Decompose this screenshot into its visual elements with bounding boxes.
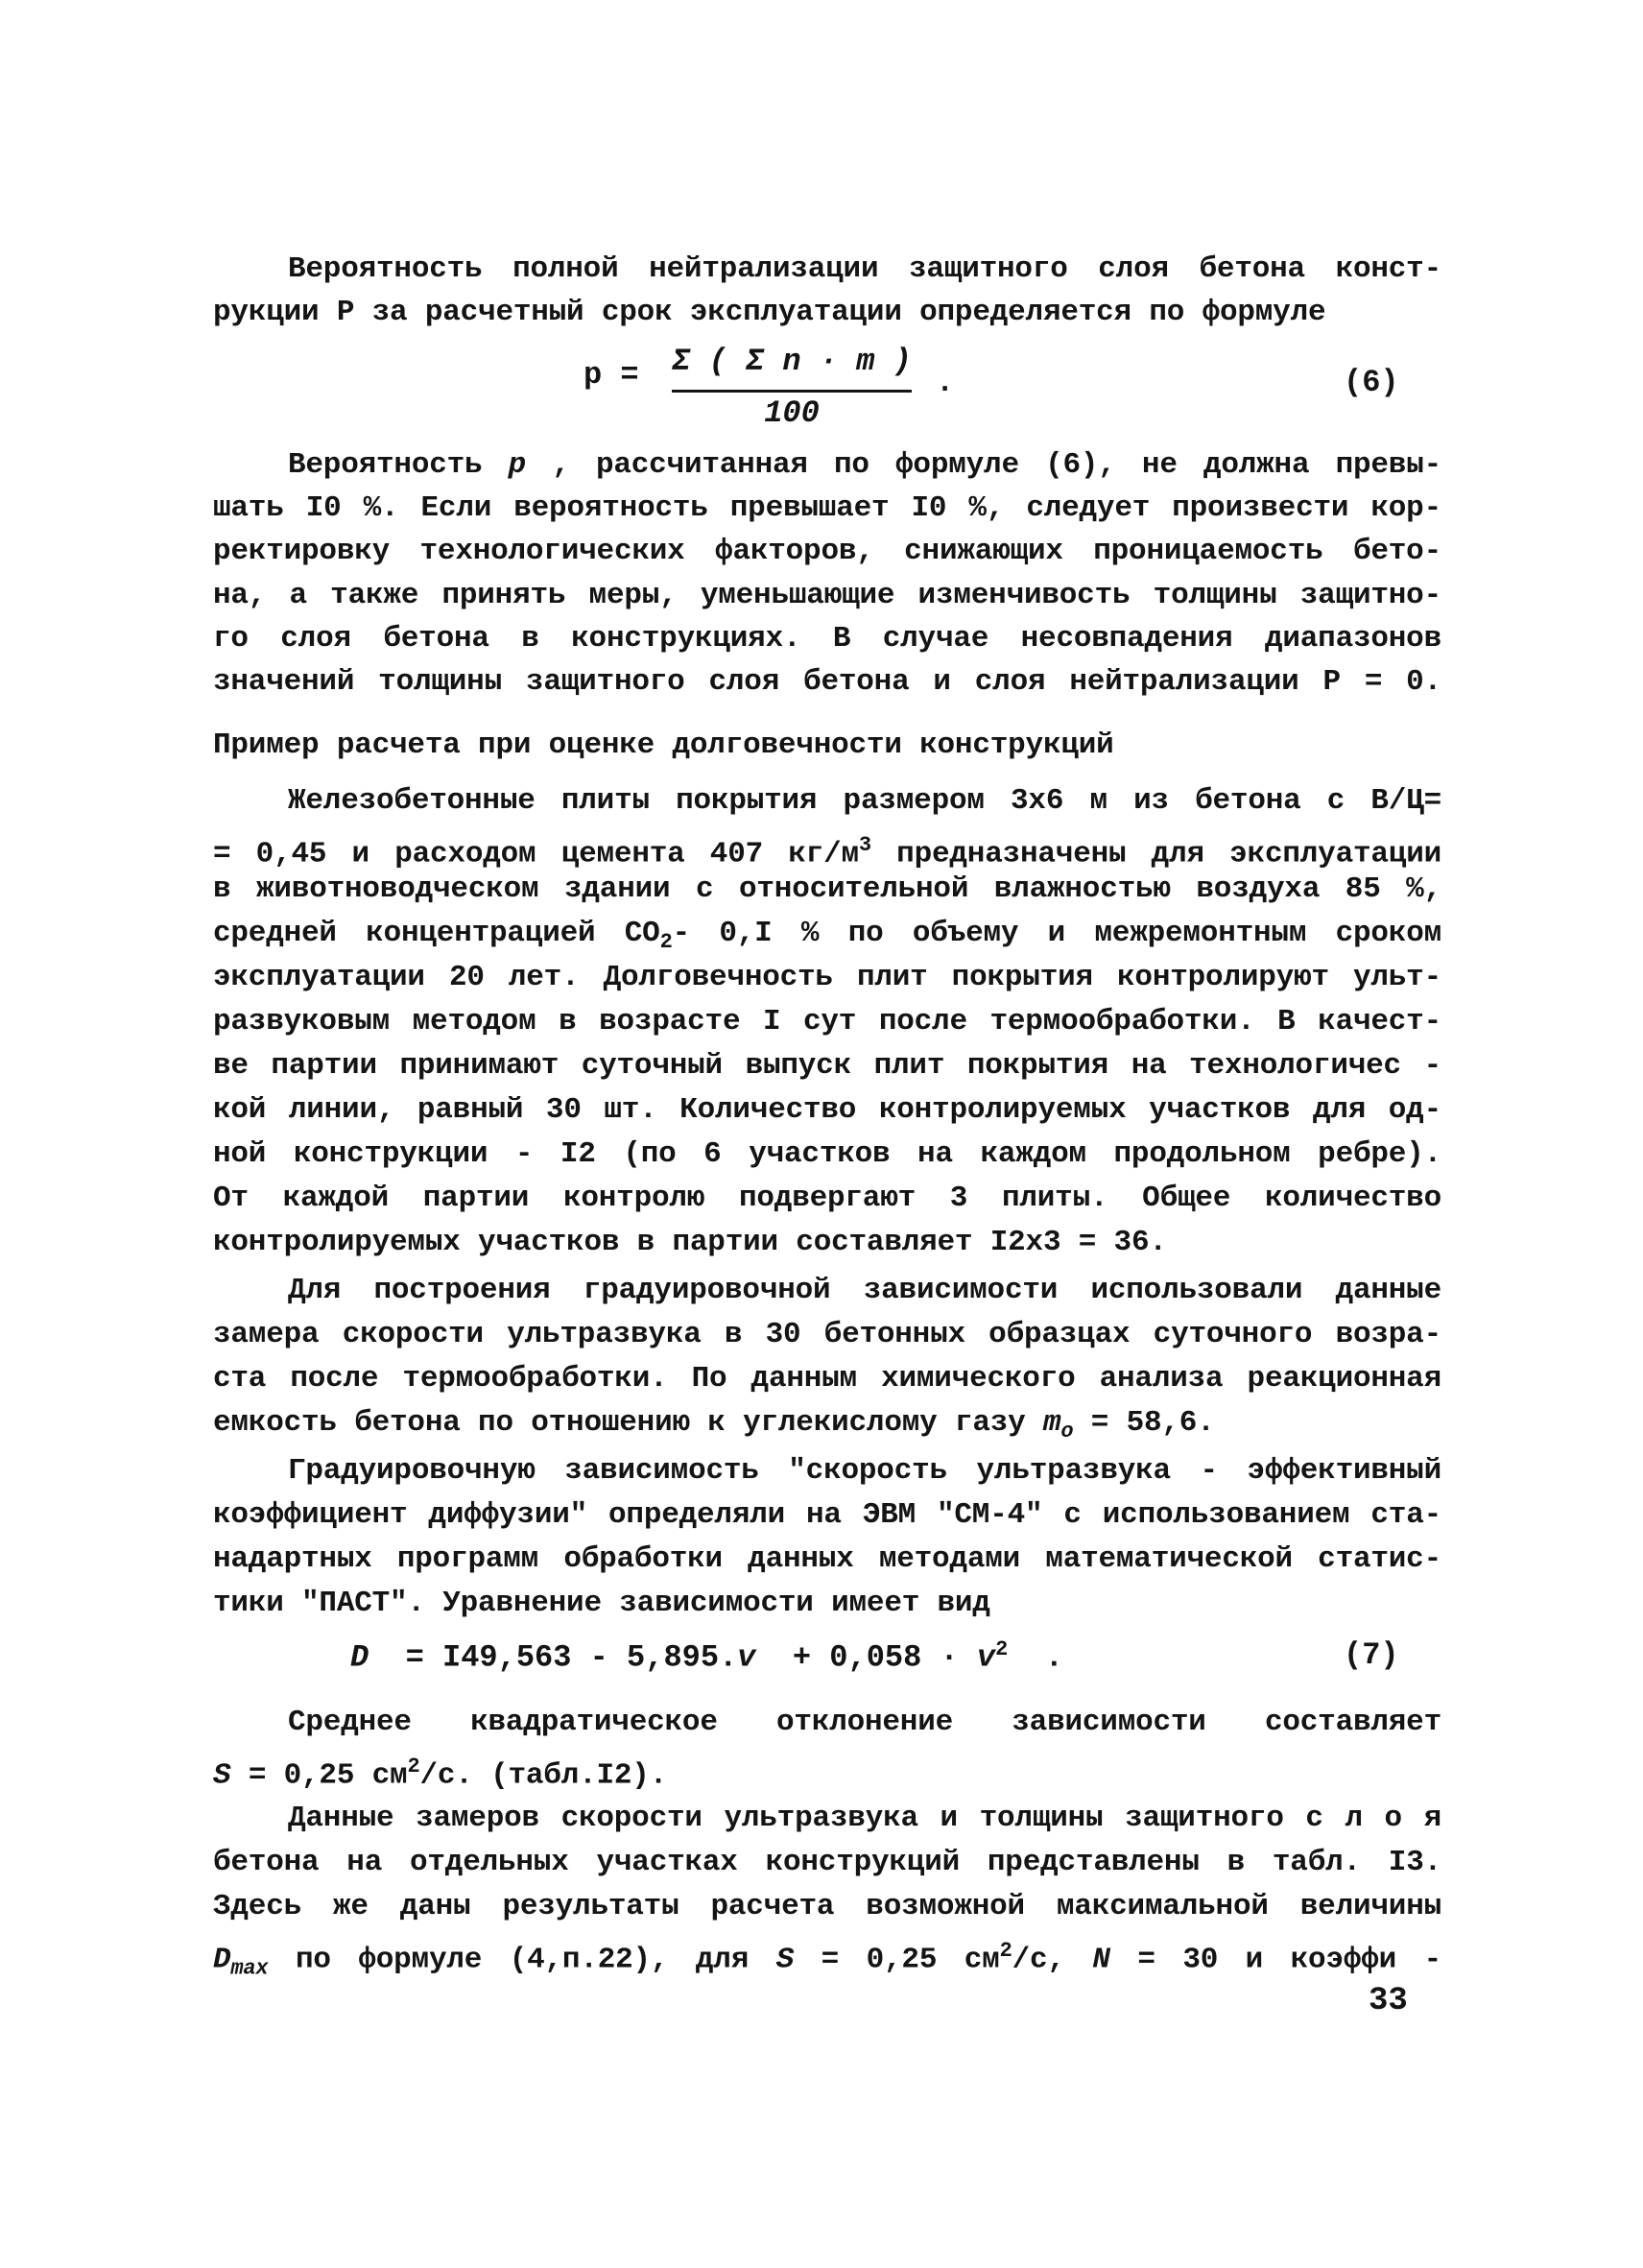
text-run: по формуле (4,п.22), для (295, 1943, 750, 1977)
variable-v: v (976, 1639, 996, 1676)
superscript: 2 (999, 1939, 1012, 1963)
formula-text: = I49,563 - 5,895. (405, 1639, 738, 1676)
text-run: = 30 и коэффи - (1137, 1943, 1442, 1977)
text-line: ве партии принимают суточный выпуск плит покрытия на технологичес - (213, 1049, 1441, 1083)
variable-v: v (737, 1639, 756, 1676)
text-run: /с. (табл.I2). (419, 1758, 668, 1793)
formula-6-number: (6) (1344, 365, 1399, 400)
formula-dot: . (1044, 1639, 1063, 1676)
text-line: От каждой партии контролю подвергают 3 плиты. Общее количество (213, 1182, 1441, 1215)
text-line (213, 1745, 1441, 1798)
text-line: рукции Р за расчетный срок эксплуатации определяется по формуле (213, 296, 1326, 329)
superscript: 3 (858, 833, 871, 857)
text-line: Градуировочную зависимость "скорость ультразвука - эффективный (288, 1454, 1441, 1488)
formula-7 (350, 1637, 1063, 1676)
text-line: шать I0 %. Если вероятность превышает I0 %, следует произвести кор- (213, 491, 1441, 525)
text-line: Вероятность полной нейтрализации защитного слоя бетона конст- (288, 252, 1441, 286)
text-line: надартных программ обработки данных методами математической статис- (213, 1542, 1441, 1576)
subscript: 2 (659, 930, 673, 955)
text-run: емкость бетона по отношению к углекислому газу (213, 1406, 1026, 1440)
variable-m: m (1042, 1406, 1061, 1440)
variable-S: S (213, 1758, 231, 1793)
text-line: Данные замеров скорости ультразвука и толщины защитного с л о я (288, 1802, 1441, 1835)
superscript: 2 (995, 1637, 1009, 1661)
text-line (288, 443, 1441, 488)
text-run: средней концентрацией CO (213, 917, 660, 950)
text-line: Для построения градуировочной зависимости использовали данные (288, 1274, 1441, 1307)
text-line: замера скорости ультразвука в 30 бетонных образцах суточного возра- (213, 1318, 1441, 1351)
text-run: - 0,I % по объему и межремонтным сроком (672, 917, 1441, 950)
text-line: тики "ПАСТ". Уравнение зависимости имеет вид (213, 1587, 990, 1620)
formula-6-numerator: Σ ( Σ n · m ) (672, 344, 912, 379)
superscript: 2 (407, 1755, 420, 1779)
formula-7-number: (7) (1344, 1637, 1399, 1673)
text-line: коэффициент диффузии" определяли на ЭВМ "СМ-4" с использованием ста- (213, 1498, 1441, 1532)
text-line: значений толщины защитного слоя бетона и слоя нейтрализации Р = 0. (213, 665, 1441, 699)
text-line: бетона на отдельных участках конструкций представлены в табл. I3. (213, 1846, 1441, 1879)
text-line: ста после термообработки. По данным химического анализа реакционная (213, 1362, 1441, 1396)
variable-S: S (775, 1943, 795, 1977)
subscript: max (230, 1956, 269, 1981)
text-run: Вероятность (288, 448, 483, 482)
text-line: контролируемых участков в партии составляет I2x3 = 36. (213, 1226, 1167, 1259)
text-line: ректировку технологических факторов, снижающих проницаемость бето- (213, 535, 1441, 568)
variable-p: p (508, 448, 527, 482)
text-line (213, 1401, 1441, 1454)
text-run: /с, (1012, 1943, 1065, 1977)
text-line: кой линии, равный 30 шт. Количество контролируемых участков для од- (213, 1093, 1441, 1127)
text-run: = 0,25 см (248, 1758, 408, 1793)
text-run: = 0,25 см (821, 1943, 1000, 1977)
text-line: эксплуатации 20 лет. Долговечность плит покрытия контролируют ульт- (213, 961, 1441, 994)
variable-D: D (213, 1943, 231, 1977)
variable-N: N (1092, 1943, 1110, 1977)
text-line: в животноводческом здании с относительной влажностью воздуха 85 %, (213, 872, 1441, 906)
page-number: 33 (1369, 1983, 1408, 2019)
text-run: = 58,6. (1090, 1406, 1215, 1440)
text-line: Среднее квадратическое отклонение зависимости составляет (288, 1706, 1441, 1739)
formula-6-lhs: p = (583, 357, 639, 393)
text-line: ной конструкции - I2 (по 6 участков на каждом продольном ребре). (213, 1137, 1441, 1171)
text-run: , рассчитанная по формуле (6), не должна превы- (552, 448, 1442, 482)
formula-6-denominator: 100 (764, 395, 820, 431)
text-line: го слоя бетона в конструкциях. В случае несовпадения диапазонов (213, 622, 1441, 656)
text-line: Железобетонные плиты покрытия размером 3x6 м из бетона с В/Ц= (288, 784, 1441, 818)
text-line: Здесь же даны результаты расчета возможной максимальной величины (213, 1890, 1441, 1923)
variable-D: D (350, 1639, 369, 1676)
text-line: на, а также принять меры, уменьшающие изменчивость толщины защитно- (213, 579, 1441, 612)
text-line (213, 1929, 1441, 1992)
formula-6-dot: . (936, 365, 955, 400)
text-run: предназначены для эксплуатации (870, 837, 1441, 871)
subscript: o (1060, 1420, 1074, 1444)
fraction-bar (672, 390, 912, 393)
formula-text: + 0,058 · (792, 1639, 959, 1676)
section-heading: Пример расчета при оценке долговечности конструкций (213, 728, 1114, 762)
text-line: развуковым методом в возрасте I сут после термообработки. В качест- (213, 1005, 1441, 1039)
text-run: = 0,45 и расходом цемента 407 кг/м (213, 837, 859, 871)
